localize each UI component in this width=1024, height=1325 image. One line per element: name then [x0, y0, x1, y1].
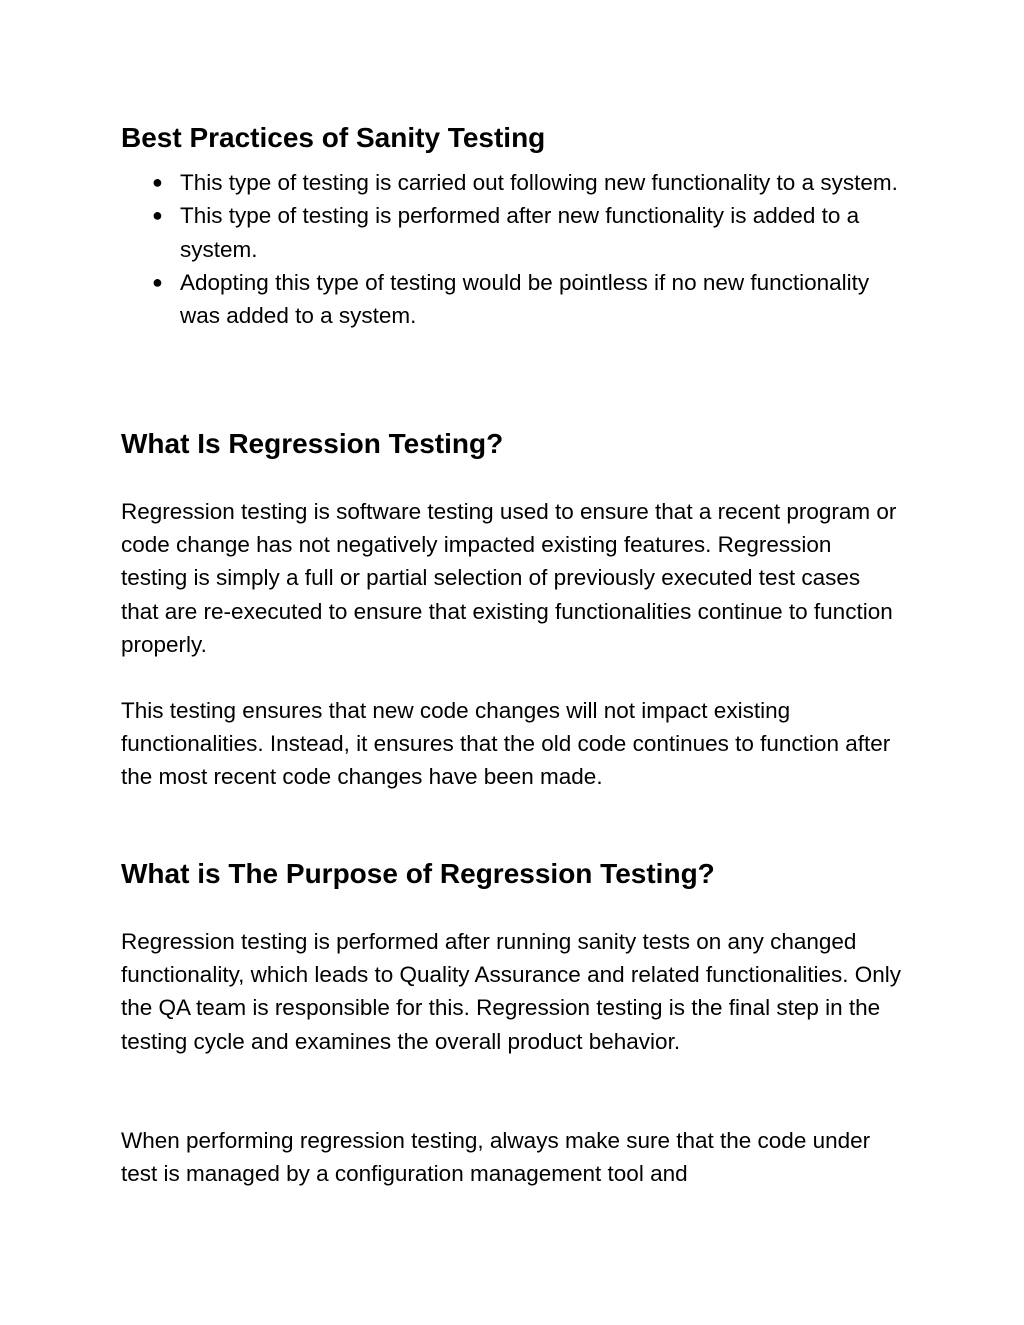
bullet-icon: ● — [152, 172, 163, 192]
paragraph: When performing regression testing, always make sure that the code under test is managed by a configuration management tool and — [121, 1128, 871, 1187]
sanity-bullet-list — [121, 166, 901, 332]
heading-purpose-of-regression-testing: What is The Purpose of Regression Testing? — [121, 858, 715, 889]
list-item — [121, 266, 901, 333]
bullet-icon: ● — [152, 205, 163, 226]
list-item — [121, 166, 901, 199]
heading-what-is-regression-testing: What Is Regression Testing? — [121, 428, 504, 459]
list-item — [121, 199, 901, 266]
paragraph: Regression testing is software testing used to ensure that a recent program or code change has not negatively impacted existing features. Regression testing is simply a full or partial selection of previously executed test cases that are re-executed to ensure that existing functionalities continue to function properly. — [121, 499, 897, 657]
paragraph: This testing ensures that new code changes will not impact existing functionalities. Instead, it ensures that the old code continues to function after the most recent code changes have been made. — [121, 698, 891, 790]
bullet-text: This type of testing is performed after new functionality is added to a system. — [180, 203, 860, 262]
bullet-icon: ● — [152, 271, 163, 292]
bullet-text: Adopting this type of testing would be pointless if no new functionality was added to a system. — [180, 269, 870, 329]
heading-sanity-best-practices: Best Practices of Sanity Testing — [121, 122, 546, 153]
paragraph: Regression testing is performed after running sanity tests on any changed functionality, which leads to Quality Assurance and related functionalities. Only the QA team is responsible for this. Regression testing is the final step in the testing cycle and examines the overall product behavior. — [121, 929, 902, 1054]
bullet-text: This type of testing is carried out following new functionality to a system. — [180, 170, 898, 195]
